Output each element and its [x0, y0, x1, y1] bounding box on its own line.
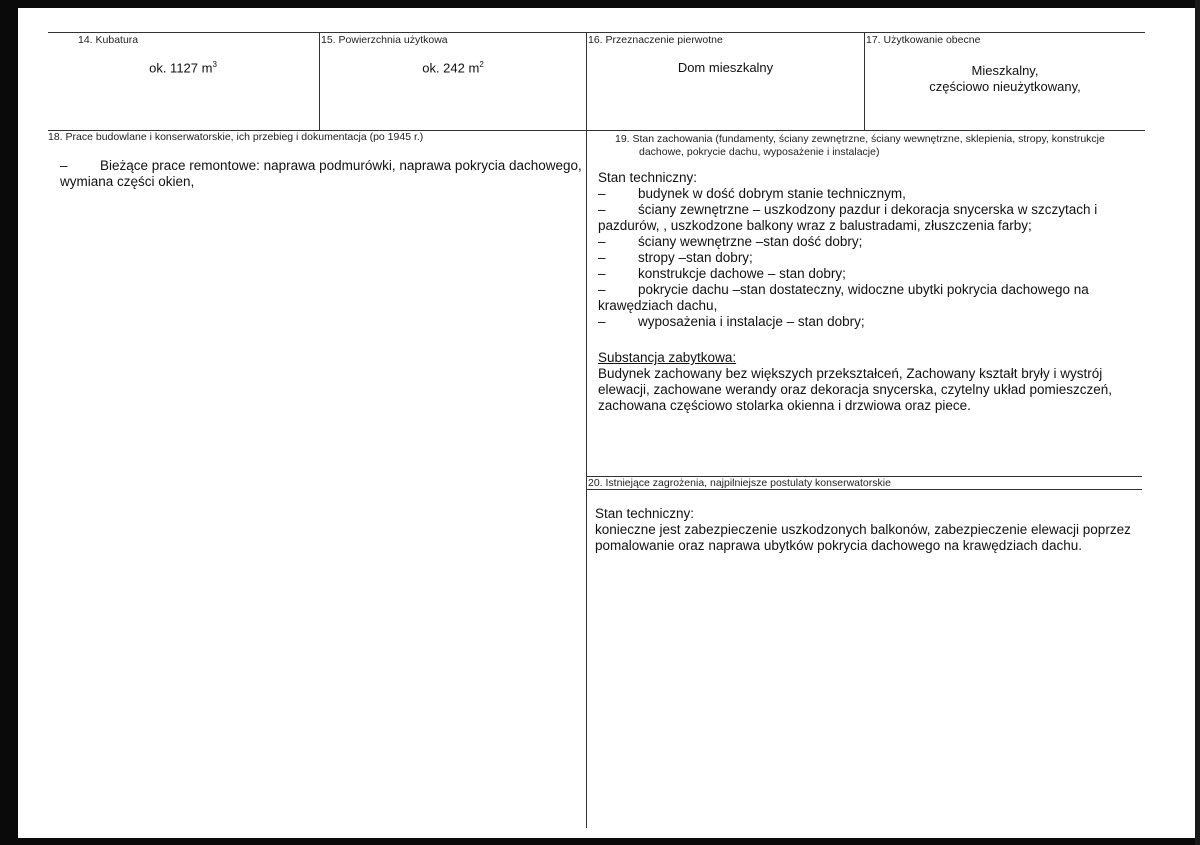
condition-text: wyposażenia i instalacje – stan dobry; [638, 314, 865, 329]
field-16-value: Dom mieszkalny [677, 60, 774, 75]
condition-dash: – [598, 282, 606, 297]
condition-text: ściany wewnętrzne –stan dość dobry; [638, 234, 863, 249]
substancja-block [598, 350, 1138, 414]
section-19-label-line1: 19. Stan zachowania (fundamenty, ściany zewnętrzne, ściany wewnętrzne, sklepienia, stropy, konstrukcje [615, 133, 1105, 145]
condition-dash: – [598, 234, 606, 249]
condition-text: budynek w dość dobrym stanie technicznym, [638, 186, 906, 201]
section-18-dash: – [60, 158, 68, 173]
scan-border-right [1195, 0, 1200, 845]
form-divider-15-16 [586, 32, 587, 828]
field-14-value [48, 60, 318, 75]
section-20-line: konieczne jest zabezpieczenie uszkodzonych balkonów, zabezpieczenie elewacji poprzez [595, 522, 1131, 537]
field-14-label: 14. Kubatura [78, 34, 139, 46]
section-19-label-line2: dachowe, pokrycie dachu, wyposażenie i instalacje) [639, 146, 880, 158]
field-15-value-text: ok. 242 m [422, 60, 480, 76]
section-20-body [595, 506, 1140, 554]
condition-text: pokrycie dachu –stan dostateczny, widoczne ubytki pokrycia dachowego na [638, 282, 1089, 297]
condition-text: stropy –stan dobry; [638, 250, 753, 265]
condition-text: ściany zewnętrzne – uszkodzony pazdur i dekoracja snycerska w szczytach i [638, 202, 1098, 217]
condition-item [598, 250, 1138, 266]
condition-item [598, 282, 1138, 298]
condition-dash: – [598, 186, 606, 201]
section-18-body [60, 158, 585, 190]
section-19-body [598, 170, 1138, 330]
section-18-line2: wymiana części okien, [60, 174, 195, 189]
condition-item-continuation: krawędziach dachu, [598, 298, 718, 313]
section-20-heading: Stan techniczny: [595, 506, 695, 521]
form-line-top [48, 32, 1145, 33]
substancja-heading: Substancja zabytkowa: [598, 350, 737, 365]
field-16-label: 16. Przeznaczenie pierwotne [588, 34, 723, 46]
field-14-value-text: ok. 1127 m [149, 60, 213, 76]
condition-item-continuation: pazdurów, , uszkodzone balkony wraz z balustradami, złuszczenia farby; [598, 218, 1032, 233]
field-14-unit-sup: 3 [212, 60, 217, 69]
section-19-heading: Stan techniczny: [598, 170, 698, 185]
field-15-value [320, 60, 586, 75]
condition-item [598, 314, 1138, 330]
condition-dash: – [598, 250, 606, 265]
condition-item [598, 202, 1138, 218]
field-17-value-line2: częściowo nieużytkowany, [929, 79, 1081, 94]
substancja-line: Budynek zachowany bez większych przekształceń, Zachowany kształt bryły i wystrój [598, 366, 1103, 381]
condition-item [598, 234, 1138, 250]
scan-border-bottom [0, 838, 1200, 845]
substancja-line: elewacji, zachowane werandy oraz dekoracja snycerska, czytelny układ pomieszczeń, [598, 382, 1112, 397]
field-17-value-line1: Mieszkalny, [971, 63, 1039, 78]
section-18-label: 18. Prace budowlane i konserwatorskie, ich przebieg i dokumentacja (po 1945 r.) [48, 131, 424, 143]
condition-item [598, 186, 1138, 202]
section-20-label: 20. Istniejące zagrożenia, najpilniejsze postulaty konserwatorskie [588, 477, 891, 489]
condition-item [598, 266, 1138, 282]
scan-border-top [0, 0, 1200, 8]
condition-dash: – [598, 202, 606, 217]
section-18-line1 [60, 158, 585, 174]
field-15-unit-sup: 2 [479, 60, 484, 69]
field-15-label: 15. Powierzchnia użytkowa [321, 34, 448, 46]
section-18-line1-text: Bieżące prace remontowe: naprawa podmurówki, naprawa pokrycia dachowego, [100, 158, 582, 173]
form-line-section20-label [586, 489, 1142, 490]
substancja-line: zachowana częściowo stolarka okienna i drzwiowa oraz piece. [598, 398, 971, 413]
scan-border-left [0, 0, 18, 845]
field-17-value [865, 63, 1145, 95]
condition-text: konstrukcje dachowe – stan dobry; [638, 266, 846, 281]
section-20-line: pomalowanie oraz naprawa ubytków pokrycia dachowego na krawędziach dachu. [595, 538, 1083, 553]
field-17-label: 17. Użytkowanie obecne [866, 34, 981, 46]
condition-dash: – [598, 266, 606, 281]
form-divider-14-15 [319, 32, 320, 130]
condition-list [598, 186, 1138, 330]
condition-dash: – [598, 314, 606, 329]
